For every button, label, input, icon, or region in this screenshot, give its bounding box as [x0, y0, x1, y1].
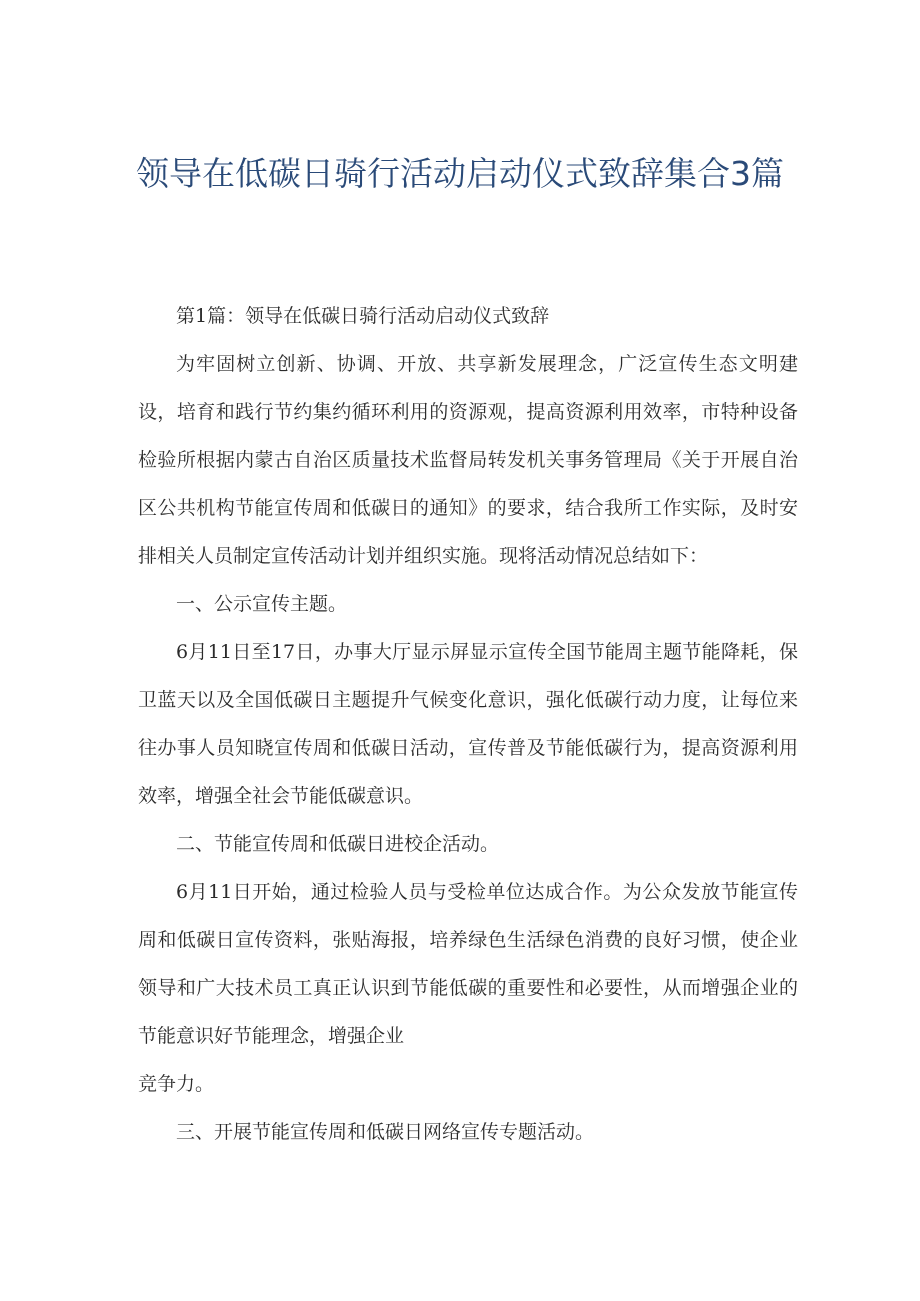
paragraph-section-heading: 第1篇：领导在低碳日骑行活动启动仪式致辞 — [176, 305, 550, 327]
paragraph-body-2-continued: 竞争力。 — [138, 1073, 215, 1095]
paragraph-body-1: 6月11日至17日，办事大厅显示屏显示宣传全国节能周主题节能降耗，保卫蓝天以及全国低碳日主题提升气候变化意识，强化低碳行动力度，让每位来往办事人员知晓宣传周和低碳日活动，宣传普及节能低碳行为，提高资源利用效率，增强全社会节能低碳意识。 — [138, 641, 798, 807]
paragraph-heading-1: 一、公示宣传主题。 — [176, 593, 348, 615]
paragraph-heading-2: 二、节能宣传周和低碳日进校企活动。 — [176, 833, 500, 855]
paragraph-heading-3: 三、开展节能宣传周和低碳日网络宣传专题活动。 — [176, 1121, 595, 1143]
document-body — [138, 292, 798, 1156]
document-title: 领导在低碳日骑行活动启动仪式致辞集合3篇 — [136, 154, 784, 193]
paragraph-intro: 为牢固树立创新、协调、开放、共享新发展理念，广泛宣传生态文明建设，培育和践行节约集约循环利用的资源观，提高资源利用效率，市特种设备检验所根据内蒙古自治区质量技术监督局转发机关事务管理局《关于开展自治区公共机构节能宣传周和低碳日的通知》的要求，结合我所工作实际，及时安排相关人员制定宣传活动计划并组织实施。现将活动情况总结如下： — [138, 353, 798, 567]
paragraph-body-2: 6月11日开始，通过检验人员与受检单位达成合作。为公众发放节能宣传周和低碳日宣传资料，张贴海报，培养绿色生活绿色消费的良好习惯，使企业领导和广大技术员工真正认识到节能低碳的重要性和必要性，从而增强企业的节能意识好节能理念，增强企业 — [138, 881, 798, 1047]
